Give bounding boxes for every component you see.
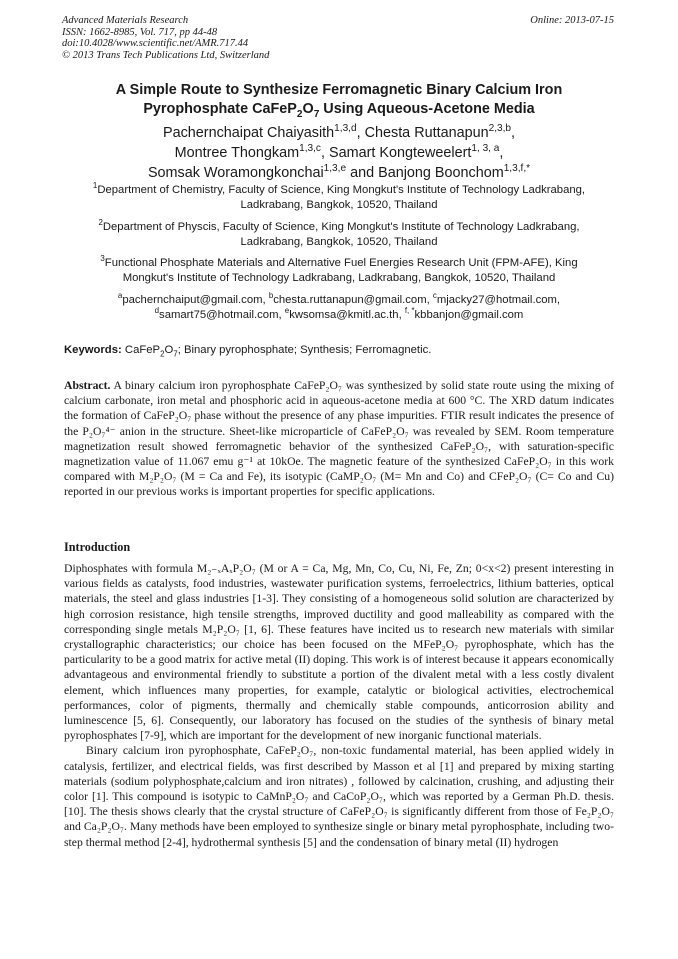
email-address[interactable]: kbbanjon@gmail.com bbox=[414, 309, 524, 322]
abstract-label: Abstract. bbox=[64, 379, 111, 392]
author-emails bbox=[40, 293, 638, 324]
author-name: Samart Kongteweelert bbox=[328, 145, 472, 161]
title-text: Pyrophosphate CaFeP bbox=[143, 101, 297, 117]
affiliation-number: 1 bbox=[92, 181, 98, 191]
affiliation-number: 2 bbox=[98, 218, 103, 228]
author-affiliation-sup: 1,3,f,* bbox=[503, 163, 531, 175]
author-affiliation-sup: 2,3,b bbox=[488, 123, 512, 135]
journal-doi: doi:10.4028/www.scientific.net/AMR.717.44 bbox=[62, 38, 249, 50]
keywords-label: Keywords: bbox=[64, 344, 122, 356]
author-affiliation-sup: 1,3,d bbox=[334, 123, 357, 135]
email-sup: c bbox=[432, 291, 437, 301]
author-line-2 bbox=[40, 143, 638, 163]
keywords-subscript: 7 bbox=[173, 349, 178, 359]
affiliation-text: Department of Physcis, Faculty of Science, King Mongkut's Institute of Technology Ladkrabang, bbox=[102, 221, 580, 233]
author-line-3 bbox=[40, 163, 638, 183]
author-separator: and bbox=[346, 165, 379, 181]
affiliation-line bbox=[40, 256, 638, 271]
abstract-paragraph bbox=[64, 378, 614, 500]
email-address[interactable]: chesta.ruttanapun@gmail.com, bbox=[273, 294, 433, 306]
affiliation-line bbox=[40, 183, 638, 198]
author-separator: , bbox=[356, 125, 365, 141]
affiliation-text: Department of Chemistry, Faculty of Science, King Mongkut's Institute of Technology Ladkrabang, bbox=[97, 184, 586, 196]
title-subscript: 2 bbox=[296, 108, 303, 120]
affiliation-line bbox=[40, 220, 638, 235]
author-affiliation-sup: 1,3,e bbox=[323, 163, 347, 175]
author-name: Somsak Woramongkonchai bbox=[147, 165, 324, 181]
affiliation-3 bbox=[40, 256, 638, 286]
author-separator: , bbox=[511, 125, 516, 141]
author-affiliation-sup: 1,3,c bbox=[299, 143, 321, 155]
keywords-text: CaFeP bbox=[121, 344, 161, 356]
email-line-2 bbox=[40, 308, 638, 323]
author-name: Chesta Ruttanapun bbox=[364, 125, 489, 141]
email-address[interactable]: pachernchaiput@gmail.com, bbox=[122, 294, 269, 306]
keywords-text: O bbox=[164, 344, 174, 356]
keywords-text: ; Binary pyrophosphate; Synthesis; Ferromagnetic. bbox=[177, 344, 432, 356]
email-sup: f, * bbox=[404, 306, 415, 316]
paper-title bbox=[40, 81, 638, 119]
introduction-body bbox=[64, 561, 614, 850]
journal-header bbox=[62, 15, 269, 61]
journal-copyright: © 2013 Trans Tech Publications Ltd, Switzerland bbox=[62, 49, 270, 61]
online-date: Online: 2013-07-15 bbox=[530, 15, 614, 26]
journal-issn: ISSN: 1662-8985, Vol. 717, pp 44-48 bbox=[62, 26, 218, 38]
keywords-subscript: 2 bbox=[160, 349, 165, 359]
author-list bbox=[40, 123, 638, 183]
author-separator: , bbox=[320, 145, 329, 161]
affiliation-2 bbox=[40, 220, 638, 250]
affiliation-text: Ladkrabang, Bangkok, 10520, Thailand bbox=[240, 236, 438, 249]
title-text: Using Aqueous-Acetone Media bbox=[319, 101, 535, 117]
author-name: Banjong Boonchom bbox=[378, 165, 504, 181]
title-text: O bbox=[302, 101, 314, 117]
title-line-1: A Simple Route to Synthesize Ferromagnetic Binary Calcium Iron bbox=[115, 82, 563, 98]
email-line-1 bbox=[40, 293, 638, 308]
affiliation-text: Functional Phosphate Materials and Alternative Fuel Energies Research Unit (FPM-AFE), King bbox=[104, 257, 578, 269]
introduction-paragraph-2: Binary calcium iron pyrophosphate, CaFeP₂O₇, non-toxic fundamental material, has been applied widely in catalysis, fertilizer, and electrical fields, was first described by Masson et al [1] and prepared by mixing starting materials (sodium polyphosphate,calcium and iron nitrates) , followed by calcination, crushing, and adjusting their color [1]. This compound is isotypic to CaMnP₂O₇ and CaCoP₂O₇, which was reported by a German Ph.D. thesis.[10]. The thesis shows clearly that the crystal structure of CaFeP₂O₇ is significantly different from those of Fe₂P₂O₇ and Ca₂P₂O₇. Many methods have been employed to synthesize single or binary metal pyrophosphate, including two-step thermal method [2-4], hydrothermal synthesis [5] and the condensation of binary metal (II) hydrogen bbox=[64, 744, 614, 849]
author-affiliation-sup: 1, 3, a bbox=[471, 143, 500, 155]
keywords bbox=[64, 344, 624, 359]
affiliation-1 bbox=[40, 183, 638, 213]
email-address[interactable]: kwsomsa@kmitl.ac.th, bbox=[289, 309, 405, 322]
journal-name: Advanced Materials Research bbox=[62, 15, 189, 26]
email-sup: e bbox=[284, 306, 290, 316]
email-sup: b bbox=[268, 291, 274, 301]
author-name: Montree Thongkam bbox=[174, 145, 300, 161]
title-line-2 bbox=[40, 100, 638, 119]
author-separator: , bbox=[499, 145, 504, 161]
email-address[interactable]: mjacky27@hotmail.com, bbox=[436, 294, 561, 306]
email-sup: d bbox=[154, 306, 160, 316]
email-address[interactable]: samart75@hotmail.com, bbox=[159, 309, 285, 322]
affiliation-number: 3 bbox=[100, 254, 105, 264]
author-name: Pachernchaipat Chaiyasith bbox=[162, 125, 335, 141]
affiliation-text: Ladkrabang, Bangkok, 10520, Thailand bbox=[240, 199, 438, 212]
introduction-paragraph-1: Diphosphates with formula M₂₋ₓAₓP₂O₇ (M or A = Ca, Mg, Mn, Co, Cu, Ni, Fe, Zn; 0<x<2) present interesting in various fields as catalysts, food industries, wastewater purification systems, ferroelectrics, lithium batteries, optical materials, the steel and glass industries [1-3]. They consisting of a homogeneous solid solution are characterized by high corrosion resistance, high tensile strengths, improved ductility and good malleability as compared with the corresponding single metals M₂P₂O₇ [1, 6]. These features have incited us to research new materials with similar crystallographic characteristics; our choice has been focused on the MFeP₂O₇ pyrophosphate, which has the particularity to be a good matrix for active metal (II) doping. This work is of interest because it appears economically advantageous and environmental friendly to substitute a portion of the divalent metal with a less costly divalent element, which influences many properties, for example, catalytic or biological activities, electrochemical performances, color of pigments, thermally and chemically stable compounds, anticorrosion ability and luminescence [5, 6]. Consequently, our laboratory has focused on the studies of the synthesis of binary metal pyrophosphates [7-9], which are important for the development of new inorganic functional materials. bbox=[64, 562, 614, 743]
introduction-heading: Introduction bbox=[64, 540, 131, 554]
abstract-text: A binary calcium iron pyrophosphate CaFeP₂O₇ was synthesized by solid state route using the mixing of calcium carbonate, iron metal and phosphoric acid in aqueous-acetone media at 600 °C. The XRD datum indicates the formation of CaFeP₂O₇ phase without the presence of any phase impurities. FTIR result indicates the presence of the P₂O₇⁴⁻ anion in the structure. Sheet-like microparticle of CaFeP₂O₇ was revealed by SEM. Room temperature magnetization result showed ferromagnetic behavior of the synthesized CaFeP₂O₇, with saturation-specific magnetization value of 11.067 emu g⁻¹ at 10kOe. The magnetic feature of the synthesized CaFeP₂O₇ in this work compared with M₂P₂O₇ (M = Ca and Fe), its isotypic (CaMP₂O₇ (M= Mn and Co) and CFeP₂O₇ (C= Co and Cu) reported in our previous works is important properties for specific applications. bbox=[64, 379, 614, 499]
affiliation-text: Mongkut's Institute of Technology Ladkrabang, Ladkrabang, Bangkok, 10520, Thailand bbox=[122, 272, 556, 285]
abstract bbox=[64, 378, 614, 500]
email-sup: a bbox=[117, 291, 123, 301]
title-subscript: 7 bbox=[313, 108, 320, 120]
author-line-1 bbox=[40, 123, 638, 143]
